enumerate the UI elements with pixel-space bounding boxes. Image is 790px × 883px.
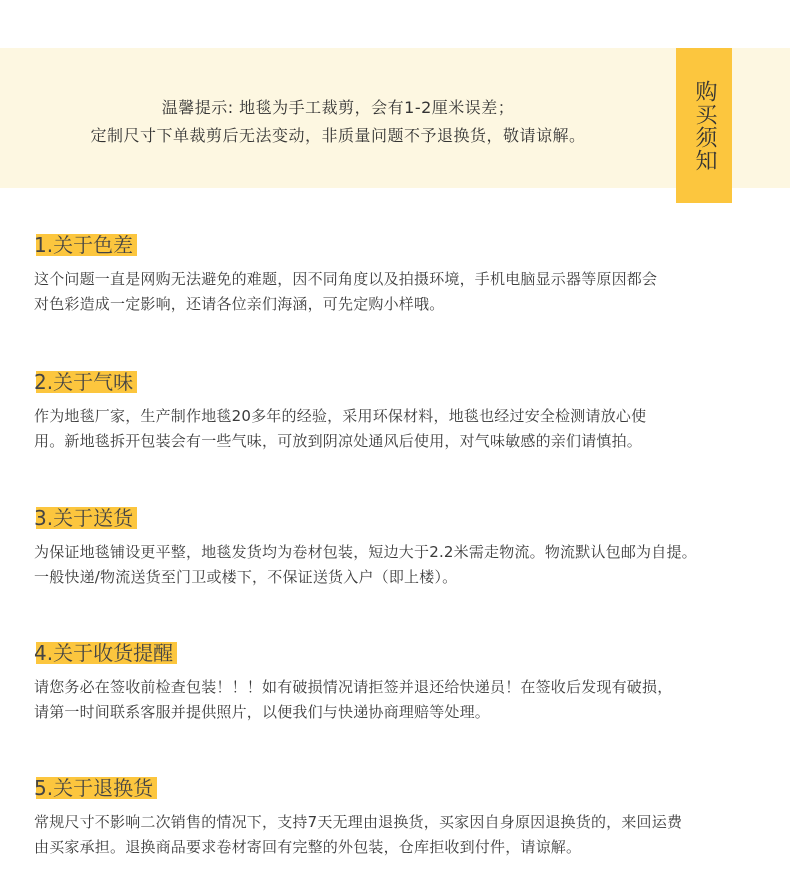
body-line: 用。新地毯拆开包装会有一些气味，可放到阴凉处通风后使用，对气味敏感的亲们请慎拍。 <box>34 432 643 450</box>
purchase-notice-banner <box>0 48 790 188</box>
section-body <box>34 675 774 725</box>
section-title: 1.关于色差 <box>34 230 133 260</box>
section-body <box>34 267 774 317</box>
body-line: 为保证地毯铺设更平整，地毯发货均为卷材包装，短边大于2.2米需走物流。物流默认包邮为自提。 <box>34 543 697 561</box>
section-title: 3.关于送货 <box>34 503 133 533</box>
section-body <box>34 404 774 454</box>
section-title: 4.关于收货提醒 <box>34 638 173 668</box>
body-line: 一般快递/物流送货至门卫或楼下，不保证送货入户（即上楼）。 <box>34 568 458 586</box>
section-color-difference <box>34 230 774 317</box>
section-body <box>34 810 774 860</box>
notice-line-1: 温馨提示: 地毯为手工裁剪，会有1-2厘米误差； <box>161 98 515 117</box>
body-line: 作为地毯厂家，生产制作地毯20多年的经验，采用环保材料，地毯也经过安全检测请放心使 <box>34 407 647 425</box>
badge-label: 购买须知 <box>692 79 717 172</box>
body-line: 这个问题一直是网购无法避免的难题，因不同角度以及拍摄环境，手机电脑显示器等原因都会 <box>34 270 658 288</box>
section-title: 2.关于气味 <box>34 367 133 397</box>
section-title: 5.关于退换货 <box>34 773 153 803</box>
purchase-notice-badge <box>676 48 732 203</box>
body-line: 由买家承担。退换商品要求卷材寄回有完整的外包装，仓库拒收到付件，请谅解。 <box>34 838 582 856</box>
body-line: 请第一时间联系客服并提供照片，以便我们与快递协商理赔等处理。 <box>34 703 491 721</box>
section-returns <box>34 773 774 860</box>
body-line: 对色彩造成一定影响，还请各位亲们海涵，可先定购小样哦。 <box>34 295 445 313</box>
section-body <box>34 540 774 590</box>
notice-line-2: 定制尺寸下单裁剪后无法变动，非质量问题不予退换货，敬请谅解。 <box>90 126 586 145</box>
section-delivery <box>34 503 774 590</box>
body-line: 请您务必在签收前检查包装！！！如有破损情况请拒签并退还给快递员！在签收后发现有破损， <box>34 678 673 696</box>
section-receipt-reminder <box>34 638 774 725</box>
section-odor <box>34 367 774 454</box>
body-line: 常规尺寸不影响二次销售的情况下，支持7天无理由退换货，买家因自身原因退换货的，来回运费 <box>34 813 683 831</box>
